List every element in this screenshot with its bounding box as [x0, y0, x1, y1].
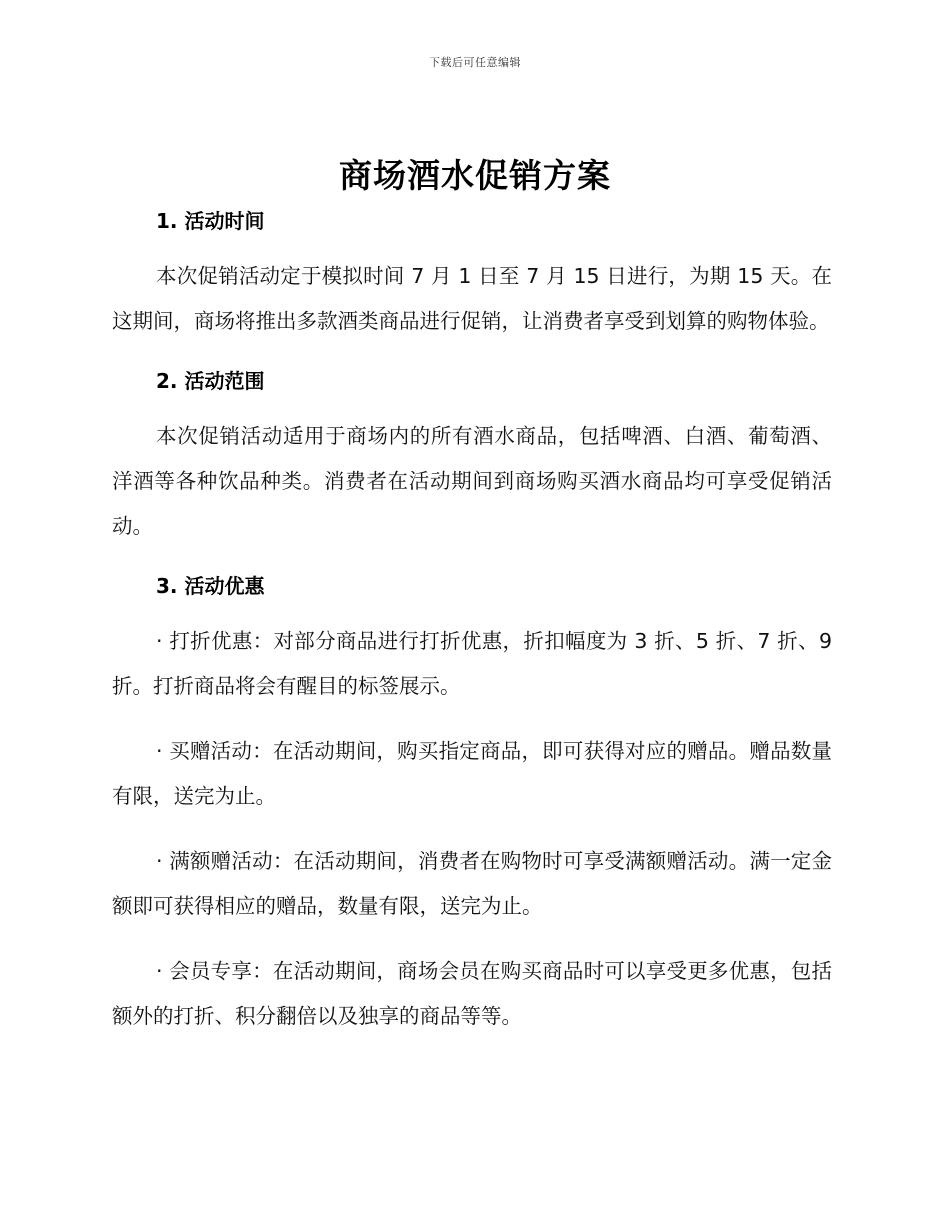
header-note: 下载后可任意编辑 [429, 56, 521, 69]
offer-member-item: · 会员专享：在活动期间，商场会员在购买商品时可以享受更多优惠，包括额外的打折、积分翻倍以及独享的商品等等。 [112, 959, 832, 1028]
section-heading: 3. 活动优惠 [156, 574, 265, 598]
paragraph: 本次促销活动定于模拟时间 7 月 1 日至 7 月 15 日进行，为期 15 天。在这期间，商场将推出多款酒类商品进行促销，让消费者享受到划算的购物体验。 [112, 264, 832, 333]
section-heading: 1. 活动时间 [156, 209, 265, 233]
document-title: 商场酒水促销方案 [339, 156, 611, 195]
section-heading: 2. 活动范围 [156, 369, 265, 393]
section-activity-offers [112, 569, 832, 1039]
offer-gift-item: · 买赠活动：在活动期间，购买指定商品，即可获得对应的赠品。赠品数量有限，送完为止。 [112, 739, 832, 808]
section-activity-time [112, 204, 832, 344]
document-body [112, 204, 832, 1059]
offer-threshold-gift-item: · 满额赠活动：在活动期间，消费者在购物时可享受满额赠活动。满一定金额即可获得相应的赠品，数量有限，送完为止。 [112, 849, 832, 918]
section-activity-scope [112, 364, 832, 549]
offer-discount-item: · 打折优惠：对部分商品进行打折优惠，折扣幅度为 3 折、5 折、7 折、9 折。打折商品将会有醒目的标签展示。 [112, 629, 832, 698]
paragraph: 本次促销活动适用于商场内的所有酒水商品，包括啤酒、白酒、葡萄酒、洋酒等各种饮品种类。消费者在活动期间到商场购买酒水商品均可享受促销活动。 [112, 424, 832, 538]
